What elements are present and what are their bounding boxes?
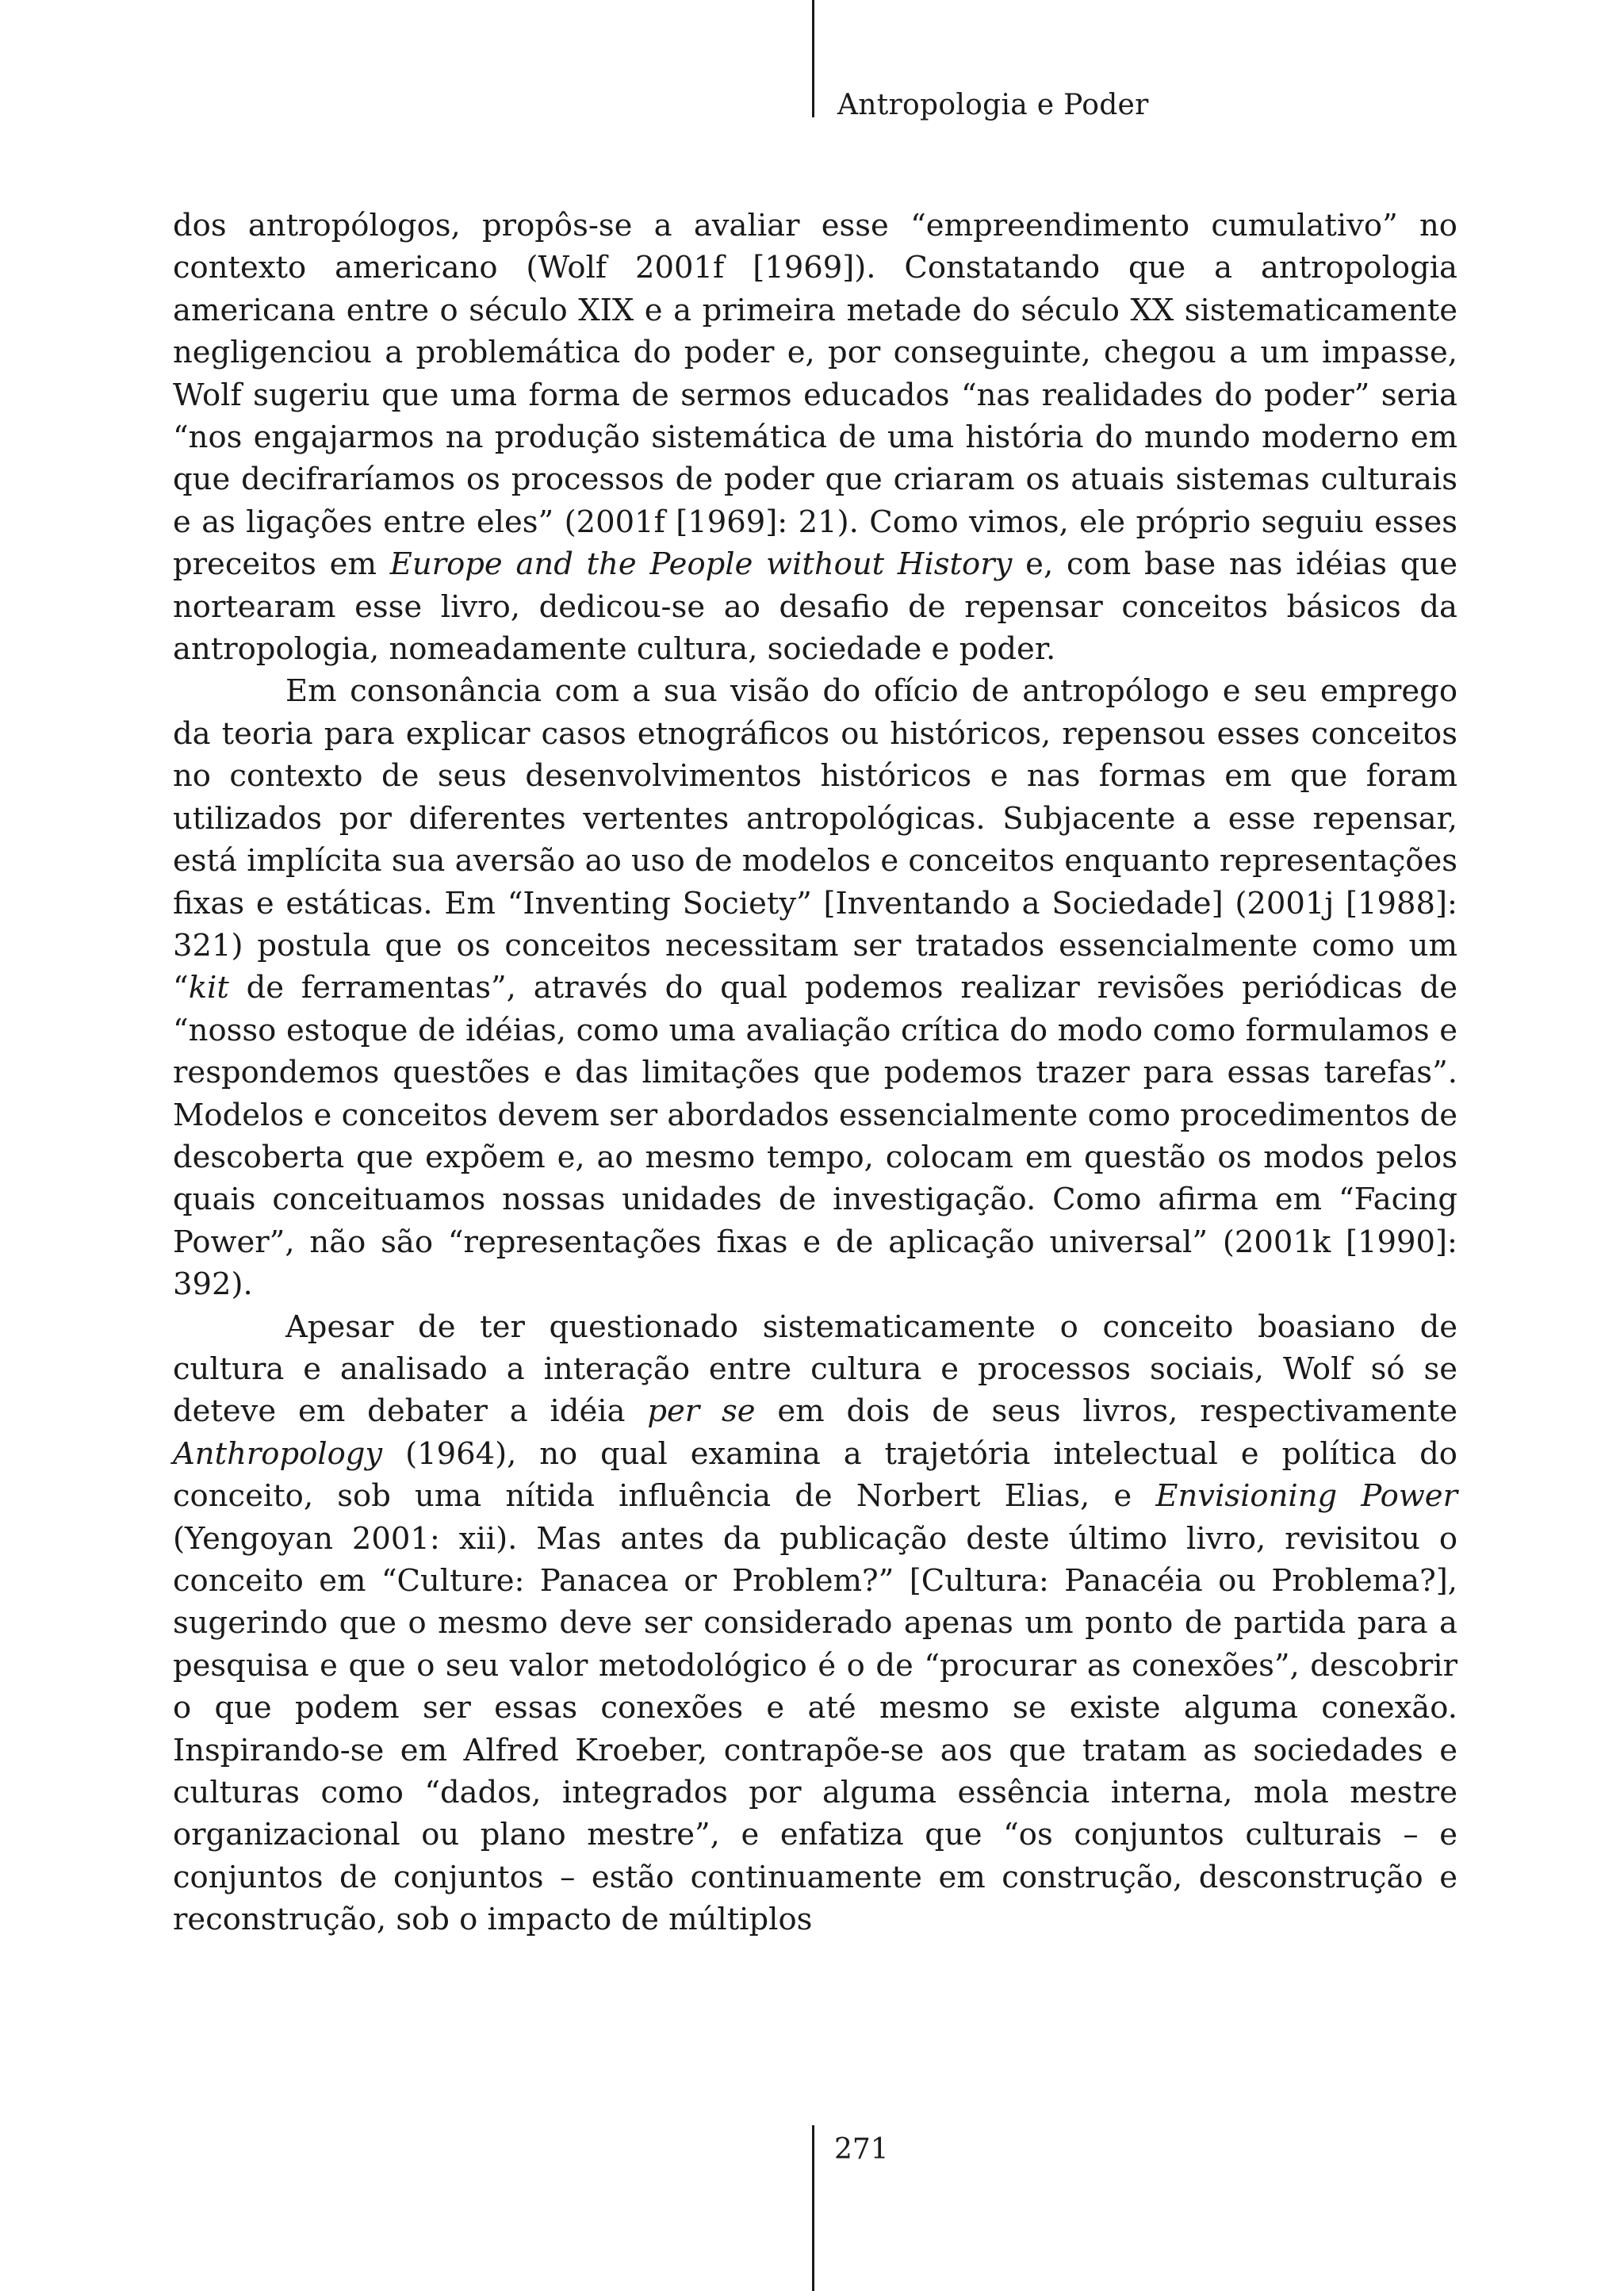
header-rule [812,0,814,117]
text-run: Apesar de ter questionado sistematicamente o conceito boasiano de cultura e analisado a interação entre cultura e processos sociais, Wolf só se deteve em debater a idéia [173,1308,1457,1430]
paragraph-1 [173,205,1457,670]
italic-run: Anthropology [173,1435,383,1472]
italic-run: per se [647,1393,756,1430]
italic-run: Envisioning Power [1155,1478,1457,1515]
text-run: de ferramentas”, através do qual podemos realizar revisões periódicas de “nosso estoque de idéias, como uma avaliação crítica do modo como formulamos e respondemos questões e das limitações que podemos trazer para essas tarefas”. Modelos e conceitos devem ser abordados essencialmente como procedimentos de descoberta que expõem e, ao mesmo tempo, colocam em questão os modos pelos quais conceituamos nossas unidades de investigação. Como afirma em “Facing Power”, não são “representações fixas e de aplicação universal” (2001k [1990]: 392). [173,970,1457,1303]
text-run: Em consonância com a sua visão do ofício de antropólogo e seu emprego da teoria para explicar casos etnográficos ou históricos, repensou esses conceitos no contexto de seus desenvolvimentos históricos e nas formas em que foram utilizados por diferentes vertentes antropológicas. Subjacente a esse repensar, está implícita sua aversão ao uso de modelos e conceitos enquanto representações fixas e estáticas. Em “Inventing Society” [Inventando a Sociedade] (2001j [1988]: 321) postula que os conceitos necessitam ser tratados essencialmente como um “ [173,673,1457,1006]
paragraph-3 [173,1306,1457,1941]
text-run: dos antropólogos, propôs-se a avaliar esse “empreendimento cumulativo” no contexto americano (Wolf 2001f [1969]). Constatando que a antropologia americana entre o século XIX e a primeira metade do século XX sistematicamente negligenciou a problemática do poder e, por conseguinte, chegou a um impasse, Wolf sugeriu que uma forma de sermos educados “nas realidades do poder” seria “nos engajarmos na produção sistemática de uma história do mundo moderno em que decifraríamos os processos de poder que criaram os atuais sistemas culturais e as ligações entre eles” (2001f [1969]: 21). Como vimos, ele próprio seguiu esses preceitos em [173,208,1457,583]
running-title: Antropologia e Poder [837,89,1149,121]
text-run: em dois de seus livros, respectivamente [755,1393,1457,1430]
paragraph-2 [173,670,1457,1305]
body-text [173,205,1457,1941]
page-number: 271 [834,2133,889,2166]
text-run: (Yengoyan 2001: xii). Mas antes da publicação deste último livro, revisitou o conceito em “Culture: Panacea or Problem?” [Cultura: Panacéia ou Problema?], sugerindo que o mesmo deve ser considerado apenas um ponto de partida para a pesquisa e que o seu valor metodológico é o de “procurar as conexões”, descobrir o que podem ser essas conexões e até mesmo se existe alguma conexão. Inspirando-se em Alfred Kroeber, contrapõe-se aos que tratam as sociedades e culturas como “dados, integrados por alguma essência interna, mola mestre organizacional ou plano mestre”, e enfatiza que “os conjuntos culturais – e conjuntos de conjuntos – estão continuamente em construção, desconstrução e reconstrução, sob o impacto de múltiplos [173,1520,1457,1938]
text-run: e, com base nas idéias que nortearam esse livro, dedicou-se ao desafio de repensar conceitos básicos da antropologia, nomeadamente cultura, sociedade e poder. [173,546,1457,668]
italic-run: Europe and the People without History [389,546,1013,583]
footer-rule [812,2125,814,2291]
text-run: (1964), no qual examina a trajetória intelectual e política do conceito, sob uma nítida influência de Norbert Elias, e [173,1435,1457,1515]
italic-run: kit [188,970,229,1006]
